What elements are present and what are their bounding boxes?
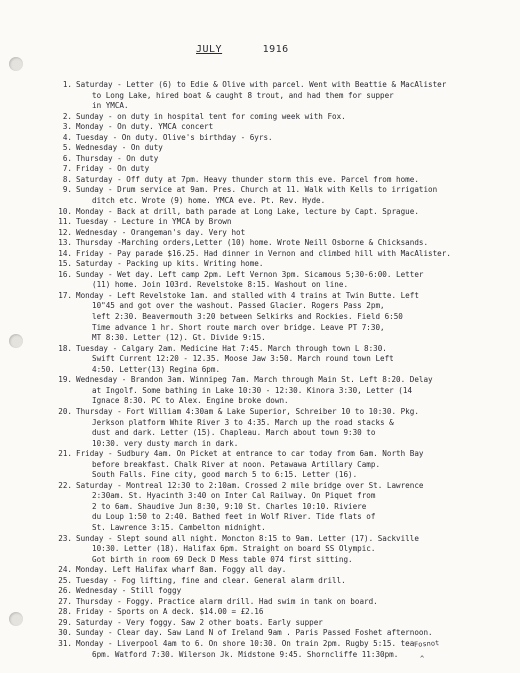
entry-text bbox=[76, 175, 518, 186]
entry-text bbox=[76, 291, 518, 344]
entry-line: Saturday - Montreal 12:30 to 2:10am. Crossed 2 mile bridge over St. Lawrence bbox=[76, 480, 424, 490]
entry-line: 10:30. very dusty march in dark. bbox=[92, 438, 239, 448]
entry-day-number: 9. bbox=[62, 185, 72, 195]
entry-line: Saturday - Off duty at 7pm. Heavy thunder storm this eve. Parcel from home. bbox=[76, 174, 419, 184]
diary-entry bbox=[58, 122, 518, 133]
entry-line: Tuesday - Fog lifting, fine and clear. General alarm drill. bbox=[76, 575, 346, 585]
entry-day-number: 25. bbox=[58, 575, 72, 585]
entry-line: ditch etc. Wrote (9) home. YMCA eve. Pt. Rev. Hyde. bbox=[92, 196, 326, 206]
entry-line: to Long Lake, hired boat & caught 8 trout, and had them for supper bbox=[92, 90, 394, 100]
entry-line: 2 to 6am. Shaudive Jun 8:30, 9:10 St. Charles 10:10. Riviere bbox=[92, 501, 367, 511]
entry-text bbox=[76, 133, 518, 144]
entry-text bbox=[76, 112, 518, 123]
diary-entry bbox=[58, 481, 518, 534]
entry-line: Tuesday - Calgary 2am. Medicine Hat 7:45. March through town L 8:30. bbox=[76, 343, 387, 353]
entry-text bbox=[76, 565, 518, 576]
diary-entry bbox=[58, 238, 518, 249]
entry-line: Wednesday - Brandon 3am. Winnipeg 7am. March through Main St. Left 8:20. Delay bbox=[76, 375, 433, 385]
entry-day-number: 6. bbox=[62, 153, 72, 163]
entry-line: 6pm. Watford 7:30. Wilerson Jk. Midstone 9:45. Shorncliffe 11:30pm. bbox=[92, 649, 399, 659]
entry-text bbox=[76, 80, 518, 112]
entry-line: Monday - Left Revelstoke 1am. and stalled with 4 trains at Twin Butte. Left bbox=[76, 290, 419, 300]
entry-text bbox=[76, 586, 518, 597]
entry-text bbox=[76, 259, 518, 270]
entry-line: 2:30am. St. Hyacinth 3:40 on Inter Cal Railway. On Piquet from bbox=[92, 491, 376, 501]
entry-text bbox=[76, 185, 518, 206]
entry-line: left 2:30. Beavermouth 3:20 between Selkirks and Rockies. Field 6:50 bbox=[92, 312, 403, 322]
entry-day-number: 10. bbox=[58, 206, 72, 216]
entry-line: Sunday - Drum service at 9am. Pres. Church at 11. Walk with Kells to irrigation bbox=[76, 185, 438, 195]
entry-text bbox=[76, 217, 518, 228]
diary-entry bbox=[58, 143, 518, 154]
entry-line: Sunday - Clear day. Saw Land N of Ireland 9am . Paris Passed Foshet afternoon. bbox=[76, 628, 433, 638]
entry-day-number: 23. bbox=[58, 533, 72, 543]
entry-text bbox=[76, 375, 518, 407]
entry-text bbox=[76, 344, 518, 376]
diary-entries bbox=[58, 80, 518, 660]
entry-text bbox=[76, 481, 518, 534]
diary-entry bbox=[58, 597, 518, 608]
diary-entry bbox=[58, 185, 518, 206]
entry-line: Friday - Pay parade $16.25. Had dinner in Vernon and climbed hill with MacAlister. bbox=[76, 248, 451, 258]
month-heading: JULY bbox=[196, 44, 223, 55]
entry-text bbox=[76, 618, 518, 629]
entry-line: Got birth in room 69 Deck D Mess table 074 first sitting. bbox=[92, 554, 353, 564]
entry-line: Saturday - Letter (6) to Edie & Olive with parcel. Went with Beattie & MacAlister bbox=[76, 80, 447, 89]
entry-line: Friday - Sudbury 4am. On Picket at entrance to car today from 6am. North Bay bbox=[76, 449, 424, 459]
entry-day-number: 16. bbox=[58, 269, 72, 279]
diary-entry bbox=[58, 133, 518, 144]
diary-entry bbox=[58, 344, 518, 376]
entry-line: South Falls. Fine city, good march 5 to 6:15. Letter (16). bbox=[92, 470, 358, 480]
entry-line: 10:30. Letter (18). Halifax 6pm. Straight on board SS Olympic. bbox=[92, 544, 376, 554]
entry-day-number: 27. bbox=[58, 596, 72, 606]
entry-line: Thursday - On duty bbox=[76, 153, 159, 163]
entry-line: Sunday - Slept sound all night. Moncton 8:15 to 9am. Letter (17). Sackville bbox=[76, 533, 419, 543]
diary-entry bbox=[58, 628, 518, 639]
entry-line: Tuesday - Lecture in YMCA by Brown bbox=[76, 217, 232, 227]
diary-entry bbox=[58, 154, 518, 165]
page-header bbox=[196, 44, 289, 55]
entry-line: Monday - Back at drill, bath parade at Long Lake, lecture by Capt. Sprague. bbox=[76, 206, 419, 216]
entry-day-number: 13. bbox=[58, 238, 72, 248]
entry-line: MT 8:30. Letter (12). Gt. Divide 9:15. bbox=[92, 333, 266, 343]
entry-day-number: 21. bbox=[58, 449, 72, 459]
diary-entry bbox=[58, 207, 518, 218]
entry-text bbox=[76, 122, 518, 133]
entry-text bbox=[76, 228, 518, 239]
entry-text bbox=[76, 143, 518, 154]
diary-entry bbox=[58, 639, 518, 660]
entry-line: Jerkson platform White River 3 to 4:35. March up the road stacks & bbox=[92, 417, 394, 427]
entry-day-number: 19. bbox=[58, 375, 72, 385]
diary-entry bbox=[58, 607, 518, 618]
entry-line: Wednesday - Still foggy bbox=[76, 586, 182, 596]
entry-day-number: 26. bbox=[58, 586, 72, 596]
entry-line: Friday - Sports on A deck. $14.00 = £2.16 bbox=[76, 607, 264, 617]
entry-line: Friday - On duty bbox=[76, 164, 150, 174]
entry-text bbox=[76, 607, 518, 618]
entry-line: Thursday - Fort William 4:30am & Lake Superior, Schreiber 10 to 10:30. Pkg. bbox=[76, 406, 419, 416]
entry-day-number: 11. bbox=[58, 217, 72, 227]
entry-day-number: 24. bbox=[58, 565, 72, 575]
entry-day-number: 2. bbox=[62, 111, 72, 121]
diary-entry bbox=[58, 534, 518, 566]
entry-text bbox=[76, 154, 518, 165]
entry-day-number: 8. bbox=[62, 174, 72, 184]
entry-line: Ignace 8:30. PC to Alex. Engine broke down. bbox=[92, 396, 289, 406]
diary-entry bbox=[58, 175, 518, 186]
entry-line: Swift Current 12:20 - 12.35. Moose Jaw 3:50. March round town Left bbox=[92, 354, 394, 364]
entry-day-number: 7. bbox=[62, 164, 72, 174]
entry-day-number: 28. bbox=[58, 607, 72, 617]
diary-entry bbox=[58, 586, 518, 597]
diary-entry bbox=[58, 449, 518, 481]
entry-day-number: 5. bbox=[62, 143, 72, 153]
entry-line: Sunday - Wet day. Left camp 2pm. Left Vernon 3pm. Sicamous 5;30-6:00. Letter bbox=[76, 269, 424, 279]
diary-entry bbox=[58, 565, 518, 576]
entry-day-number: 1. bbox=[62, 80, 72, 89]
entry-line: Monday - Liverpool 4am to 6. On shore 10:30. On train 2pm. Rugby 5:15. tea bbox=[76, 638, 415, 648]
entry-day-number: 17. bbox=[58, 290, 72, 300]
diary-entry bbox=[58, 291, 518, 344]
entry-day-number: 14. bbox=[58, 248, 72, 258]
entry-line: Monday. Left Halifax wharf 8am. Foggy all day. bbox=[76, 565, 287, 575]
entry-line: Saturday - Very foggy. Saw 2 other boats. Early supper bbox=[76, 617, 323, 627]
diary-entry bbox=[58, 407, 518, 449]
entry-text bbox=[76, 238, 518, 249]
entry-line: Tuesday - On duty. Olive's birthday - 6yrs. bbox=[76, 132, 273, 142]
punch-hole bbox=[9, 334, 23, 348]
diary-entry bbox=[58, 217, 518, 228]
entry-text bbox=[76, 207, 518, 218]
entry-day-number: 30. bbox=[58, 628, 72, 638]
entry-line: in YMCA. bbox=[92, 101, 129, 111]
handwritten-annotation: Fosnot bbox=[413, 639, 440, 649]
entry-day-number: 3. bbox=[62, 122, 72, 132]
entry-line: St. Lawrence 3:15. Cambelton midnight. bbox=[92, 522, 266, 532]
entry-line: du Loup 1:50 to 2:40. Bathed feet in Wolf River. Tide flats of bbox=[92, 512, 376, 522]
entry-text bbox=[76, 164, 518, 175]
entry-day-number: 15. bbox=[58, 259, 72, 269]
year-heading: 1916 bbox=[262, 44, 289, 55]
diary-entry bbox=[58, 112, 518, 123]
entry-day-number: 4. bbox=[62, 132, 72, 142]
diary-entry bbox=[58, 80, 518, 112]
entry-line: Thursday - Foggy. Practice alarm drill. Had swim in tank on board. bbox=[76, 596, 378, 606]
entry-line: 4:50. Letter(13) Regina 6pm. bbox=[92, 364, 221, 374]
entry-text bbox=[76, 576, 518, 587]
entry-day-number: 31. bbox=[58, 638, 72, 648]
diary-entry bbox=[58, 375, 518, 407]
entry-text bbox=[76, 639, 518, 660]
entry-text bbox=[76, 597, 518, 608]
entry-line: at Ingolf. Some bathing in Lake 10:30 - 12:30. Kinora 3:30, Letter (14 bbox=[92, 385, 413, 395]
entry-line: before breakfast. Chalk River at noon. Petawawa Artillary Camp. bbox=[92, 459, 381, 469]
diary-entry bbox=[58, 164, 518, 175]
entry-line: (11) home. Join 103rd. Revelstoke 8:15. Washout on line. bbox=[92, 280, 349, 290]
entry-line: dust and dark. Letter (15). Chapleau. March about town 9:30 to bbox=[92, 428, 376, 438]
entry-text bbox=[76, 407, 518, 449]
diary-entry bbox=[58, 249, 518, 260]
entry-text bbox=[76, 249, 518, 260]
entry-line: Wednesday - Orangeman's day. Very hot bbox=[76, 227, 246, 237]
diary-entry bbox=[58, 259, 518, 270]
entry-line: Time advance 1 hr. Short route march over bridge. Leave PT 7:30, bbox=[92, 322, 385, 332]
entry-text bbox=[76, 449, 518, 481]
diary-entry bbox=[58, 228, 518, 239]
punch-hole bbox=[9, 612, 23, 626]
insertion-caret-mark: ^ bbox=[420, 655, 425, 663]
diary-entry bbox=[58, 576, 518, 587]
entry-day-number: 22. bbox=[58, 480, 72, 490]
punch-hole bbox=[9, 57, 23, 71]
entry-line: Wednesday - On duty bbox=[76, 143, 163, 153]
entry-line: Saturday - Packing up kits. Writing home. bbox=[76, 259, 264, 269]
entry-day-number: 18. bbox=[58, 343, 72, 353]
entry-text bbox=[76, 270, 518, 291]
entry-text bbox=[76, 628, 518, 639]
diary-entry bbox=[58, 618, 518, 629]
entry-text bbox=[76, 534, 518, 566]
entry-line: Sunday - on duty in hospital tent for coming week with Fox. bbox=[76, 111, 346, 121]
diary-entry bbox=[58, 270, 518, 291]
entry-line: 10"45 and got over the washout. Passed Glacier. Rogers Pass 2pm, bbox=[92, 301, 385, 311]
entry-day-number: 29. bbox=[58, 617, 72, 627]
entry-line: Thursday -Marching orders,Letter (10) home. Wrote Neill Osborne & Chicksands. bbox=[76, 238, 429, 248]
entry-line: Monday - On duty. YMCA concert bbox=[76, 122, 214, 132]
entry-day-number: 12. bbox=[58, 227, 72, 237]
entry-day-number: 20. bbox=[58, 406, 72, 416]
